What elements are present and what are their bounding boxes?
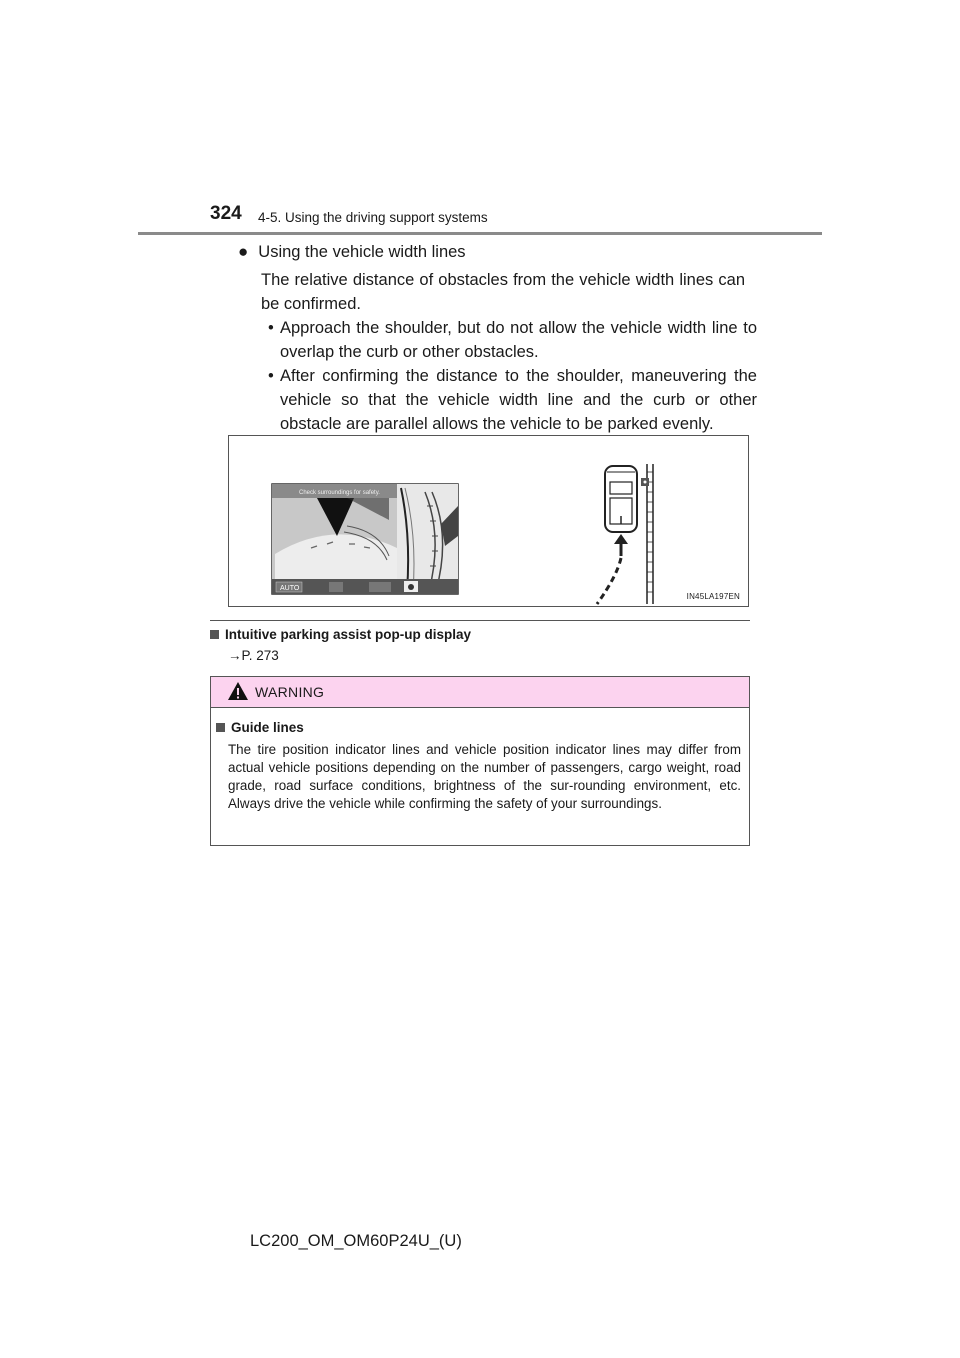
section-title: 4-5. Using the driving support systems (258, 210, 488, 225)
square-bullet-icon (216, 723, 225, 732)
warning-text: The tire position indicator lines and vehicle position indicator lines may differ from actual vehicle positions depending on the number of passengers, cargo weight, road grade, road surface conditions, brightness of the sur-rounding environment, etc. Always drive the vehicle while confirming the safety of your surroundings. (228, 742, 741, 811)
bullet-dot-icon: ● (238, 242, 249, 261)
header-divider (138, 232, 822, 235)
bullet-heading-text: Using the vehicle width lines (258, 242, 466, 261)
monitor-screen-image (272, 484, 458, 594)
warning-box (210, 676, 750, 846)
subsection-heading-text: Intuitive parking assist pop-up display (225, 627, 472, 642)
list-item-text: After confirming the distance to the shoulder, maneuvering the vehicle so that the vehicle width line and the curb or other obstacle are parallel allows the vehicle to be parked evenly. (280, 367, 757, 433)
warning-header (211, 677, 749, 708)
bullet-heading (238, 242, 466, 262)
body-paragraph: The relative distance of obstacles from the vehicle width lines can be confirmed. (261, 271, 745, 313)
square-bullet-icon (210, 630, 219, 639)
list-item (268, 364, 757, 436)
warning-subheading (216, 720, 304, 735)
section-divider (210, 620, 750, 621)
warning-subheading-text: Guide lines (231, 720, 304, 735)
svg-text:Check surroundings for safety.: Check surroundings for safety. (299, 490, 380, 496)
page-number: 324 (210, 203, 242, 224)
page-reference-link[interactable]: →P. 273 (228, 648, 279, 663)
list-item-text: Approach the shoulder, but do not allow the vehicle width line to overlap the curb or other obstacles. (280, 319, 757, 361)
warning-title: WARNING (255, 684, 325, 700)
top-view-diagram (597, 464, 653, 604)
illustration-figure (228, 435, 749, 607)
figure-code: IN45LA197EN (686, 592, 740, 601)
list-item (268, 316, 757, 364)
parking-illustration (229, 436, 748, 606)
warning-triangle-icon (227, 681, 249, 701)
subsection-heading (210, 627, 471, 642)
list-bullet: • (268, 319, 274, 337)
footer-doc-code: LC200_OM_OM60P24U_(U) (250, 1232, 462, 1250)
svg-text:AUTO: AUTO (280, 585, 300, 592)
list-bullet: • (268, 367, 274, 385)
